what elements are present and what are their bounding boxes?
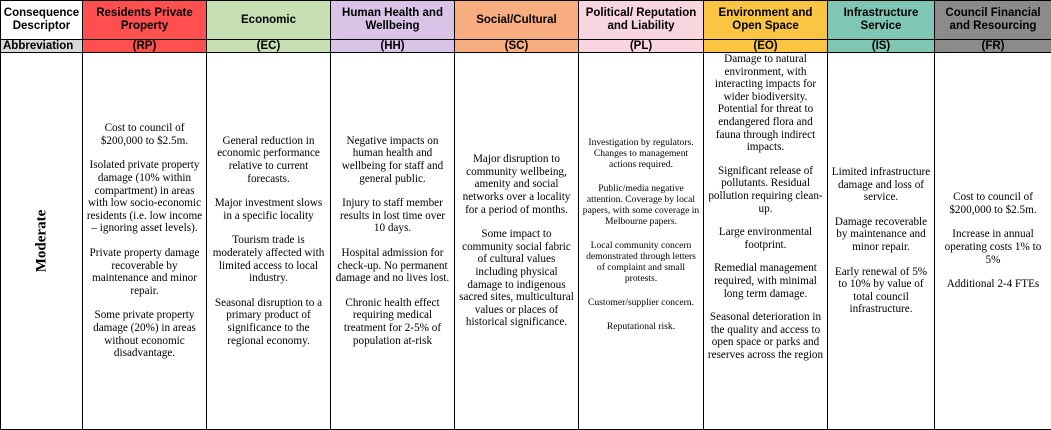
cell-paragraph: Chronic health effect requiring medical treatment for 2-5% of population at-risk <box>343 296 442 347</box>
cell-paragraph: Some impact to community social fabric of cultural values including physical damage to indigenous sacred sites, multicultural values or places of historical significance. <box>459 228 574 329</box>
cell-paragraph: Limited infrastructure damage and loss of service. <box>831 166 931 204</box>
cell-paragraph: Tourism trade is moderately affected with limited access to local industry. <box>212 234 325 285</box>
column-header-sc: Social/Cultural <box>455 1 579 40</box>
cell-paragraph: General reduction in economic performance relative to current forecasts. <box>217 134 320 185</box>
cell-rp <box>83 53 207 430</box>
row-label: Moderate <box>33 209 50 273</box>
cell-paragraph: Major investment slows in a specific locality <box>214 197 323 222</box>
column-header-rp: Residents Private Property <box>83 1 207 40</box>
cell-paragraph: Early renewal of 5% to 10% by value of total council infrastructure. <box>834 265 928 316</box>
cell-paragraph: Large environmental footprint. <box>718 226 813 251</box>
cell-paragraph: Investigation by regulators. Changes to management actions required. <box>588 137 694 171</box>
cell-paragraph: Seasonal disruption to a primary product of significance to the regional economy. <box>214 296 323 347</box>
abbr-pl: (PL) <box>579 40 704 53</box>
abbr-fr: (FR) <box>935 40 1051 53</box>
cell-fr <box>935 53 1051 430</box>
abbr-hh: (HH) <box>331 40 455 53</box>
cell-paragraph: Significant release of pollutants. Residual pollution requiring clean-up. <box>708 164 823 215</box>
descriptor-header: Consequence Descriptor <box>1 1 83 40</box>
cell-paragraph: Cost to council of $200,000 to $2.5m. <box>949 191 1037 216</box>
cell-eo <box>704 53 828 430</box>
moderate-row <box>1 53 1051 430</box>
cell-paragraph: Some private property damage (20%) in areas without economic disadvantage. <box>93 309 196 360</box>
cell-sc <box>455 53 579 430</box>
cell-paragraph: Cost to council of $200,000 to $2.5m. <box>100 122 189 147</box>
column-header-pl: Political/ Reputation and Liability <box>579 1 704 40</box>
cell-paragraph: Seasonal deterioration in the quality and access to open space or parks and reserves across the region <box>707 311 824 361</box>
cell-paragraph: Public/media negative attention. Coverage by local papers, with some coverage in Melbourne papers. <box>582 183 700 228</box>
cell-paragraph: Hospital admission for check-up. No permanent damage and no lives lost. <box>335 247 450 285</box>
header-row <box>1 1 1051 40</box>
cell-paragraph: Increase in annual operating costs 1% to 5% <box>944 228 1042 266</box>
abbreviation-label: Abbreviation <box>1 40 83 53</box>
abbr-eo: (EO) <box>704 40 828 53</box>
cell-paragraph: Reputational risk. <box>606 321 676 333</box>
cell-paragraph: Local community concern demonstrated through letters of complaint and small protests. <box>586 240 696 285</box>
column-header-eo: Environment and Open Space <box>704 1 828 40</box>
cell-paragraph: Additional 2-4 FTEs <box>946 278 1040 291</box>
abbr-rp: (RP) <box>83 40 207 53</box>
column-header-is: Infrastructure Service <box>828 1 935 40</box>
cell-paragraph: Damage recoverable by maintenance and minor repair. <box>834 215 928 254</box>
cell-paragraph: Customer/supplier concern. <box>587 297 695 309</box>
column-header-hh: Human Health and Wellbeing <box>331 1 455 40</box>
cell-paragraph: Injury to staff member results in lost time over 10 days. <box>339 197 446 235</box>
cell-hh <box>331 53 455 430</box>
column-header-ec: Economic <box>207 1 331 40</box>
cell-paragraph: Major disruption to community wellbeing, amenity and social networks over a locality for a period of months. <box>462 153 571 216</box>
abbr-is: (IS) <box>828 40 935 53</box>
cell-paragraph: Isolated private property damage (10% within compartment) in areas with low socio-economic residents (i.e. low income – ignoring asset levels). <box>86 159 203 235</box>
row-label-cell <box>1 53 83 430</box>
cell-ec <box>207 53 331 430</box>
cell-pl <box>579 53 704 430</box>
cell-paragraph: Private property damage recoverable by maintenance and minor repair. <box>89 247 200 297</box>
cell-paragraph: Negative impacts on human health and wellbeing for staff and general public. <box>341 134 444 185</box>
abbr-sc: (SC) <box>455 40 579 53</box>
column-header-fr: Council Financial and Resourcing <box>935 1 1051 40</box>
cell-paragraph: Damage to natural environment, with interacting impacts for wider biodiversity. Potential for threat to endangered flora and fauna through indirect impacts. <box>714 53 817 154</box>
cell-is <box>828 53 935 430</box>
abbreviation-row <box>1 40 1051 53</box>
abbr-ec: (EC) <box>207 40 331 53</box>
cell-paragraph: Remedial management required, with minimal long term damage. <box>714 262 817 300</box>
